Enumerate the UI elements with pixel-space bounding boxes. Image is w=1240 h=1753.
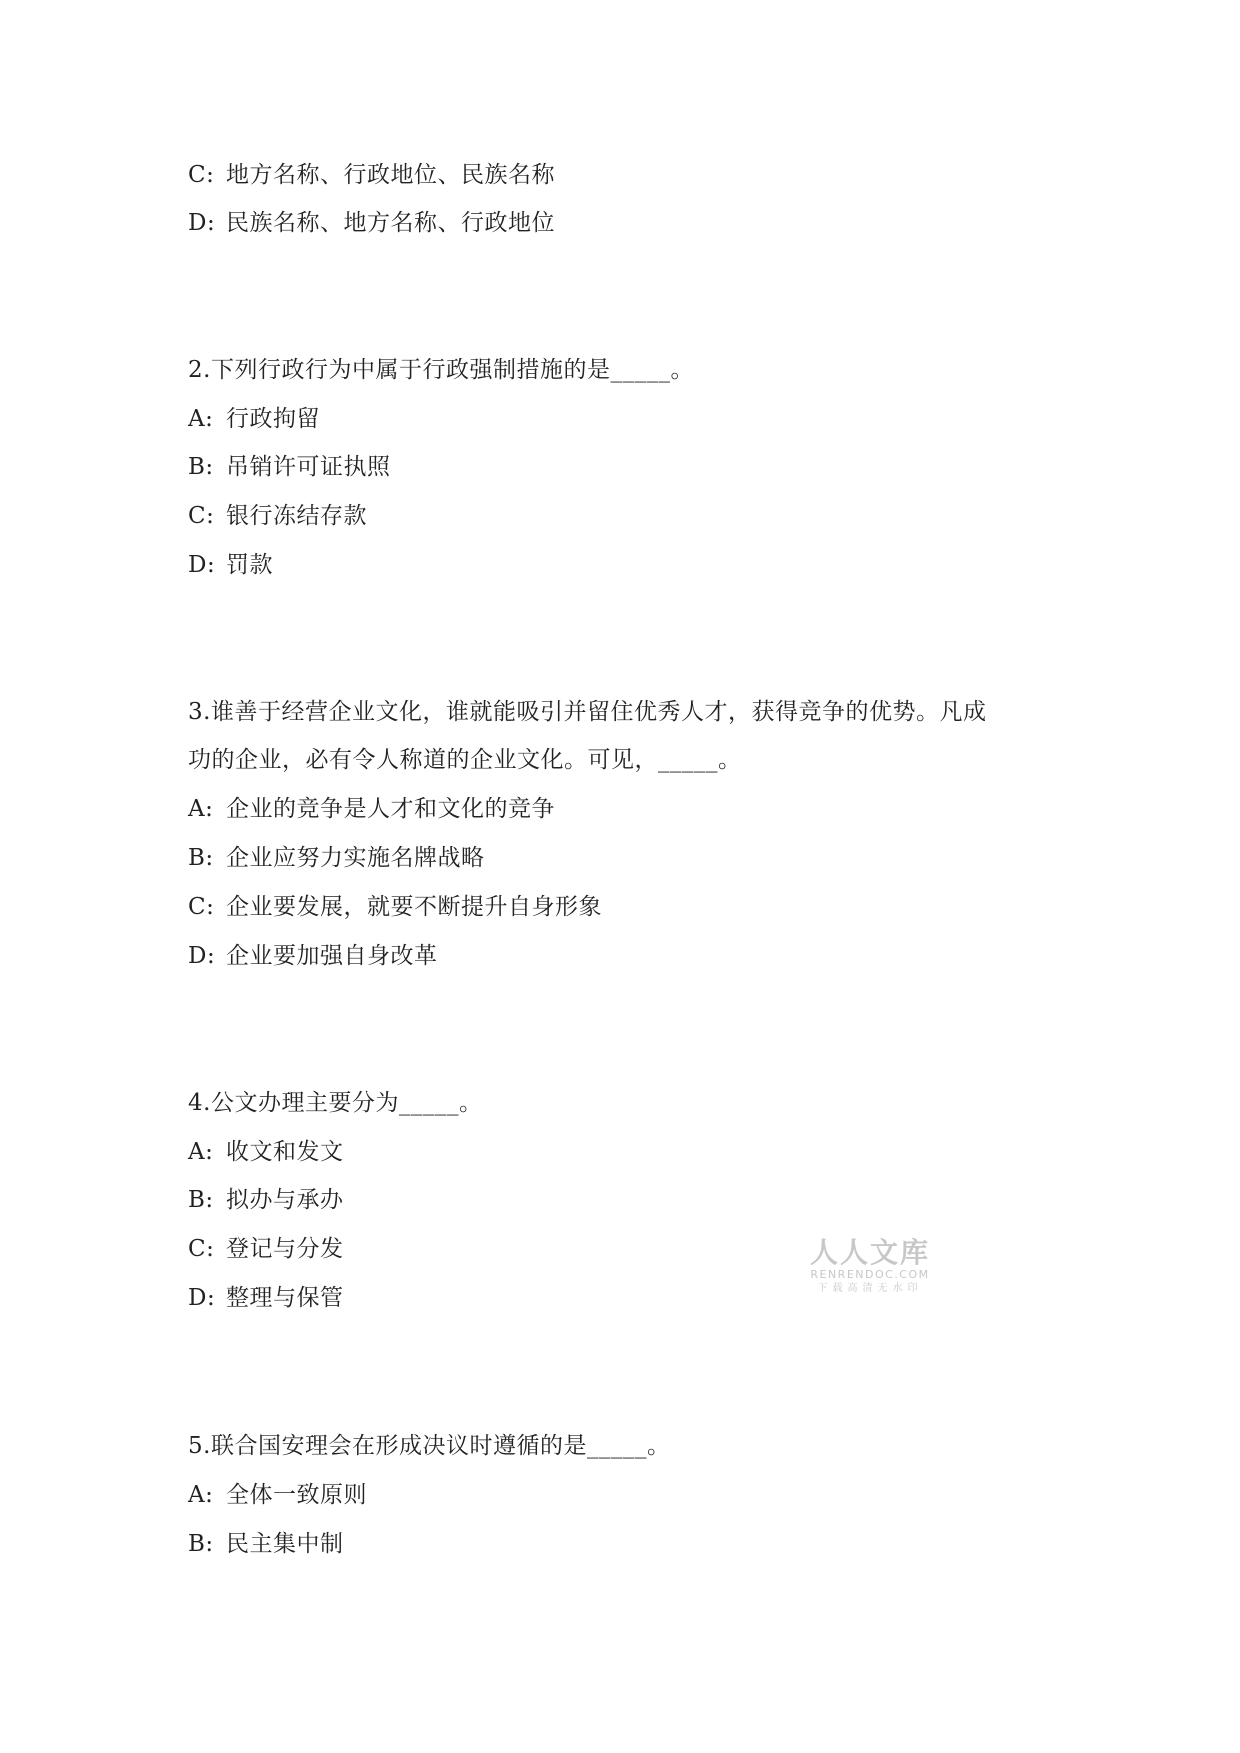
q2-option-a: [188, 404, 320, 434]
q4-option-d: [188, 1283, 344, 1313]
option-letter: A:: [188, 1482, 214, 1508]
option-text: 全体一致原则: [226, 1482, 367, 1508]
option-letter: B:: [188, 1187, 214, 1213]
option-letter: D:: [188, 552, 216, 578]
option-text: 企业要加强自身改革: [226, 943, 438, 969]
q5-stem: 5.联合国安理会在形成决议时遵循的是_____。: [188, 1433, 671, 1459]
option-text: 罚款: [226, 552, 273, 578]
option-letter: D:: [188, 210, 216, 236]
watermark-domain: RENRENDOC.COM: [810, 1268, 930, 1281]
option-letter: A:: [188, 1139, 214, 1165]
q1-option-d: [188, 208, 555, 238]
option-letter: C:: [188, 1236, 215, 1262]
option-letter: C:: [188, 894, 215, 920]
option-letter: B:: [188, 845, 214, 871]
option-letter: A:: [188, 796, 214, 822]
option-text: 吊销许可证执照: [226, 454, 391, 480]
q3-stem-line-2: 功的企业，必有令人称道的企业文化。可见，_____。: [188, 747, 742, 773]
option-letter: B:: [188, 1531, 214, 1557]
option-letter: D:: [188, 943, 216, 969]
option-text: 整理与保管: [226, 1285, 344, 1311]
q2-stem: 2.下列行政行为中属于行政强制措施的是_____。: [188, 357, 694, 383]
q1-option-c: [188, 160, 555, 190]
option-text: 企业应努力实施名牌战略: [226, 845, 485, 871]
q3-option-a: [188, 794, 555, 824]
watermark-slogan: 下载高清无水印: [817, 1283, 923, 1294]
option-text: 拟办与承办: [226, 1187, 344, 1213]
option-letter: B:: [188, 454, 214, 480]
q4-option-a: [188, 1137, 344, 1167]
watermark-logo: [805, 1238, 935, 1296]
option-text: 登记与分发: [226, 1236, 344, 1262]
option-text: 地方名称、行政地位、民族名称: [226, 162, 555, 188]
option-text: 银行冻结存款: [226, 503, 367, 529]
option-letter: A:: [188, 406, 214, 432]
q2-option-c: [188, 501, 367, 531]
option-letter: C:: [188, 162, 215, 188]
watermark-title: 人人文库: [809, 1236, 930, 1269]
q2-option-b: [188, 452, 391, 482]
q3-stem-line-1: 3.谁善于经营企业文化，谁就能吸引并留住优秀人才，获得竞争的优势。凡成: [188, 699, 987, 725]
q4-option-b: [188, 1185, 344, 1215]
q2-option-d: [188, 550, 273, 580]
q4-option-c: [188, 1234, 344, 1264]
option-text: 行政拘留: [226, 406, 320, 432]
option-letter: C:: [188, 503, 215, 529]
option-text: 民主集中制: [226, 1531, 344, 1557]
option-letter: D:: [188, 1285, 216, 1311]
option-text: 收文和发文: [226, 1139, 344, 1165]
q4-stem: 4.公文办理主要分为_____。: [188, 1090, 483, 1116]
q3-option-c: [188, 892, 602, 922]
option-text: 企业的竞争是人才和文化的竞争: [226, 796, 555, 822]
q3-option-b: [188, 843, 485, 873]
q5-option-b: [188, 1529, 344, 1559]
option-text: 企业要发展，就要不断提升自身形象: [226, 894, 602, 920]
option-text: 民族名称、地方名称、行政地位: [226, 210, 555, 236]
q5-option-a: [188, 1480, 367, 1510]
q3-option-d: [188, 941, 438, 971]
